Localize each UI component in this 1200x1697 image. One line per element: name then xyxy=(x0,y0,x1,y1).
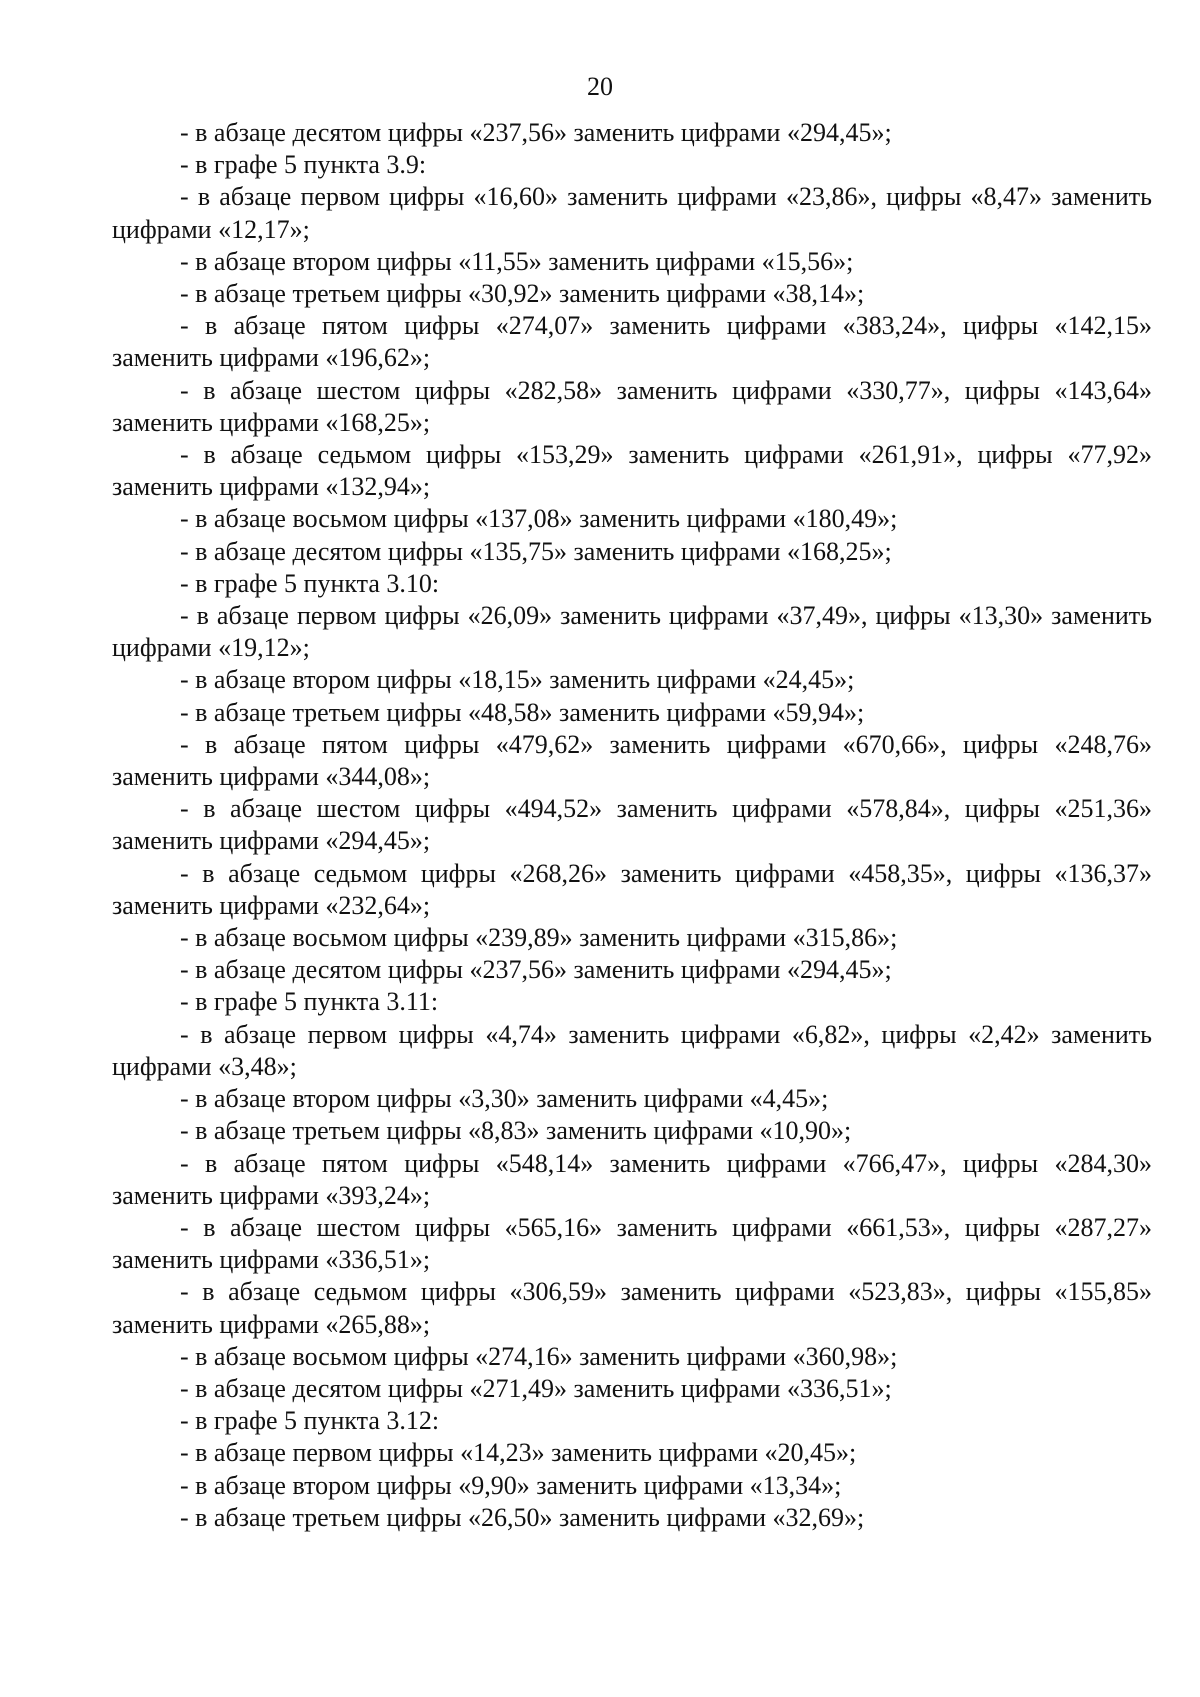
amendment-paragraph: - в абзаце седьмом цифры «268,26» заменить цифрами «458,35», цифры «136,37» заменить цифрами «232,64»; xyxy=(112,858,1152,920)
page-number: 20 xyxy=(587,72,613,101)
amendment-paragraph: - в абзаце третьем цифры «30,92» заменить цифрами «38,14»; xyxy=(180,279,865,309)
amendment-paragraph: - в абзаце первом цифры «14,23» заменить цифрами «20,45»; xyxy=(180,1438,857,1468)
amendment-paragraph: - в абзаце десятом цифры «237,56» заменить цифрами «294,45»; xyxy=(180,955,892,985)
amendment-paragraph: - в абзаце десятом цифры «135,75» заменить цифрами «168,25»; xyxy=(180,536,892,566)
amendment-paragraph: - в абзаце втором цифры «9,90» заменить цифрами «13,34»; xyxy=(180,1470,842,1500)
amendment-paragraph: - в абзаце восьмом цифры «274,16» заменить цифрами «360,98»; xyxy=(180,1341,898,1371)
amendment-paragraph: - в абзаце втором цифры «3,30» заменить цифрами «4,45»; xyxy=(180,1084,829,1114)
amendment-paragraph: - в абзаце втором цифры «18,15» заменить цифрами «24,45»; xyxy=(180,665,855,695)
amendment-paragraph: - в абзаце седьмом цифры «306,59» заменить цифрами «523,83», цифры «155,85» заменить цифрами «265,88»; xyxy=(112,1277,1152,1339)
amendment-paragraph: - в абзаце шестом цифры «565,16» заменить цифрами «661,53», цифры «287,27» заменить цифрами «336,51»; xyxy=(112,1212,1152,1275)
amendment-paragraph: - в абзаце первом цифры «16,60» заменить цифрами «23,86», цифры «8,47» заменить цифрами «12,17»; xyxy=(112,182,1152,244)
amendment-paragraph: - в абзаце восьмом цифры «239,89» заменить цифрами «315,86»; xyxy=(180,923,898,953)
amendment-paragraph: - в абзаце пятом цифры «479,62» заменить цифрами «670,66», цифры «248,76» заменить цифрами «344,08»; xyxy=(112,729,1152,792)
amendment-paragraph: - в абзаце шестом цифры «494,52» заменить цифрами «578,84», цифры «251,36» заменить цифрами «294,45»; xyxy=(112,794,1152,856)
document-body xyxy=(112,117,1152,1534)
amendment-paragraph: - в абзаце восьмом цифры «137,08» заменить цифрами «180,49»; xyxy=(180,504,898,534)
amendment-paragraph: - в абзаце седьмом цифры «153,29» заменить цифрами «261,91», цифры «77,92» заменить цифрами «132,94»; xyxy=(112,440,1152,502)
section-heading-paragraph: - в графе 5 пункта 3.11: xyxy=(180,987,439,1017)
amendment-paragraph: - в абзаце третьем цифры «8,83» заменить цифрами «10,90»; xyxy=(180,1116,852,1146)
amendment-paragraph: - в абзаце первом цифры «26,09» заменить цифрами «37,49», цифры «13,30» заменить цифрами «19,12»; xyxy=(112,601,1152,663)
amendment-paragraph: - в абзаце десятом цифры «271,49» заменить цифрами «336,51»; xyxy=(180,1373,892,1403)
amendment-paragraph: - в абзаце втором цифры «11,55» заменить цифрами «15,56»; xyxy=(180,246,854,276)
amendment-paragraph: - в абзаце первом цифры «4,74» заменить цифрами «6,82», цифры «2,42» заменить цифрами «3,48»; xyxy=(112,1019,1152,1081)
amendment-paragraph: - в абзаце десятом цифры «237,56» заменить цифрами «294,45»; xyxy=(180,118,892,147)
section-heading-paragraph: - в графе 5 пункта 3.10: xyxy=(180,568,440,598)
amendment-paragraph: - в абзаце третьем цифры «48,58» заменить цифрами «59,94»; xyxy=(180,697,865,727)
amendment-paragraph: - в абзаце третьем цифры «26,50» заменить цифрами «32,69»; xyxy=(180,1502,865,1532)
section-heading-paragraph: - в графе 5 пункта 3.12: xyxy=(180,1406,440,1436)
amendment-paragraph: - в абзаце пятом цифры «548,14» заменить цифрами «766,47», цифры «284,30» заменить цифрами «393,24»; xyxy=(112,1148,1152,1210)
amendment-paragraph: - в абзаце шестом цифры «282,58» заменить цифрами «330,77», цифры «143,64» заменить цифрами «168,25»; xyxy=(112,375,1152,437)
section-heading-paragraph: - в графе 5 пункта 3.9: xyxy=(180,150,427,180)
amendment-paragraph: - в абзаце пятом цифры «274,07» заменить цифрами «383,24», цифры «142,15» заменить цифрами «196,62»; xyxy=(112,311,1152,373)
